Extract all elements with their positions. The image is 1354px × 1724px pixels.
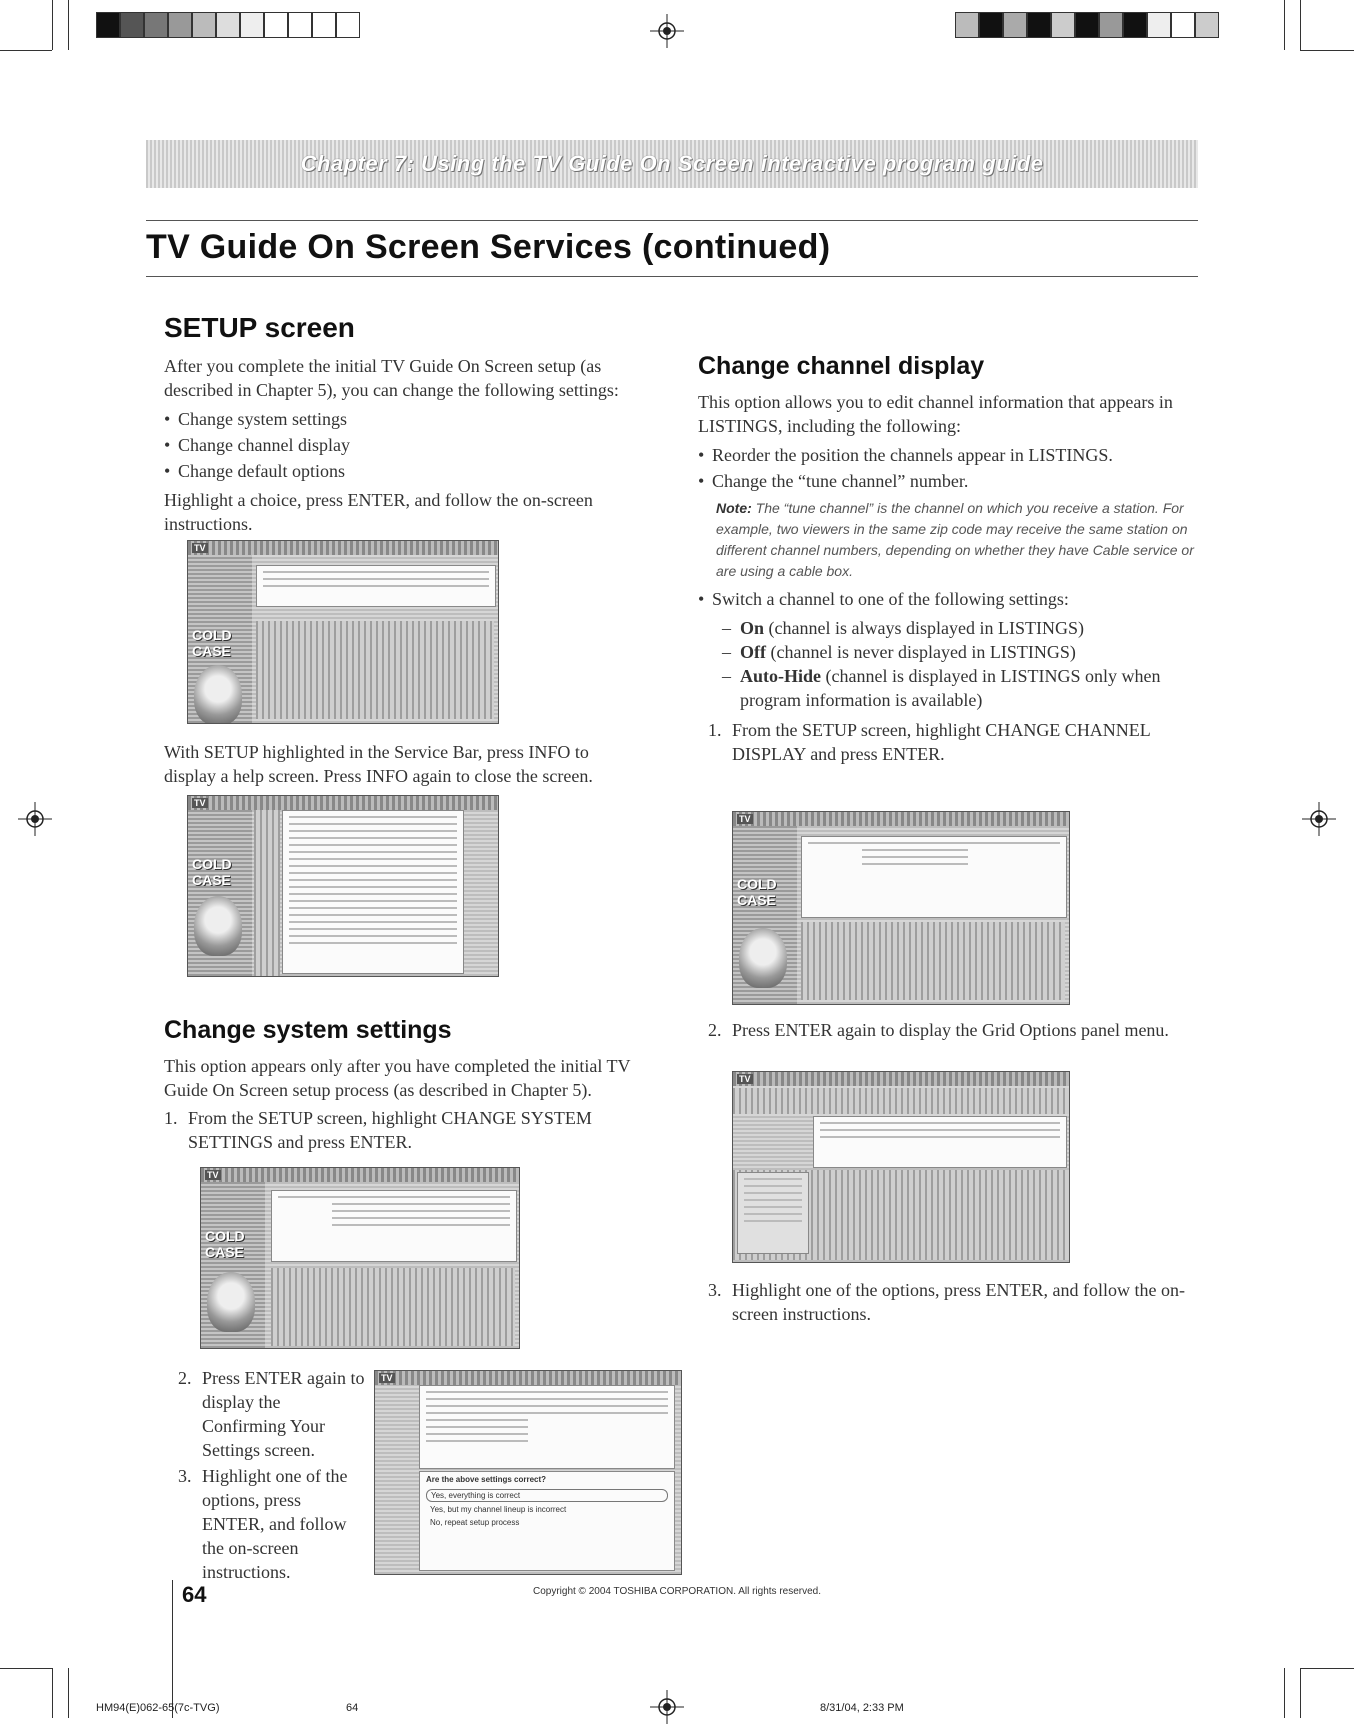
setting-on: – On (channel is always displayed in LISTINGS) [722,616,1198,640]
setting-auto-hide: – Auto-Hide (channel is displayed in LISTINGS only when program information is available) [722,664,1198,712]
slug-date: 8/31/04, 2:33 PM [820,1702,904,1714]
setting-off: – Off (channel is never displayed in LISTINGS) [722,640,1198,664]
tune-channel-note: Note: The “tune channel” is the channel on which you receive a station. For example, two viewers in the same zip code may receive the same station on different channel numbers, depending on whether they have Cable service or are using a cable box. [716,500,1194,579]
actor-image [207,1272,255,1332]
confirm-question: Are the above settings correct? [426,1475,547,1484]
list-item: 1. From the SETUP screen, highlight CHANGE SYSTEM SETTINGS and press ENTER. [164,1108,592,1152]
setup-heading: SETUP screen [164,312,355,343]
change-channel-display-screenshot [732,811,1070,1005]
actor-image [194,665,242,724]
list-item: • Reorder the position the channels appear in LISTINGS. [698,442,1198,468]
actor-image [194,896,242,956]
grid-options-screenshot [732,1071,1070,1263]
title-rule-bottom [146,276,1198,277]
tv-guide-logo: TV [739,1074,751,1084]
cold-case-text: COLD CASE [737,876,777,908]
channel-settings-list [698,616,1198,712]
registration-mark-icon [650,1690,684,1724]
slug-file: HM94(E)062-65(7c-TVG) [96,1702,220,1714]
chapter-banner [146,140,1198,188]
ccd-steps-continued [708,1018,1198,1042]
ccd-intro: This option allows you to edit channel information that appears in LISTINGS, including the following: [698,392,1173,436]
registration-mark-icon [650,14,684,48]
ccd-steps-final [708,1278,1198,1326]
tv-guide-logo: TV [381,1373,393,1383]
cold-case-text: COLD CASE [205,1228,245,1260]
ccd-step-2 [708,1018,1198,1042]
list-item: • Change the “tune channel” number. [698,468,1198,494]
css-steps-2-3 [178,1366,366,1584]
list-item: • Change channel display [164,432,644,458]
change-system-settings-section [164,1054,654,1154]
cold-case-text: COLD CASE [192,856,232,888]
actor-image [739,928,787,988]
list-item: • Change system settings [164,406,644,432]
list-item: 2. Press ENTER again to display the Confirming Your Settings screen. [178,1368,365,1460]
setup-section [164,354,644,536]
setup-screen-screenshot [187,540,499,724]
css-intro: This option appears only after you have completed the initial TV Guide On Screen setup process (as described in Chapter 5). [164,1056,631,1100]
setup-intro: After you complete the initial TV Guide On Screen setup (as described in Chapter 5), you can change the following settings: [164,356,619,400]
setup-info-text: With SETUP highlighted in the Service Bar, press INFO to display a help screen. Press INFO again to close the screen. [164,742,593,786]
color-calibration-bar-left [96,12,360,38]
list-item: • Change default options [164,458,644,484]
confirm-option-2[interactable]: Yes, but my channel lineup is incorrect [430,1505,567,1514]
switch-bullet-list [698,586,1198,612]
registration-mark-icon [1302,802,1336,836]
change-system-settings-heading: Change system settings [164,1016,452,1044]
tv-guide-logo: TV [194,543,206,553]
css-steps [164,1106,654,1154]
change-channel-display-section [698,390,1198,766]
copyright: Copyright © 2004 TOSHIBA CORPORATION. All rights reserved. [532,1586,822,1597]
setup-bullets [164,406,644,484]
tv-guide-logo: TV [194,798,206,808]
color-calibration-bar-right [955,12,1219,38]
page-title: TV Guide On Screen Services (continued) [146,228,831,266]
cold-case-text: COLD CASE [192,627,232,659]
setup-help-screenshot [187,795,499,977]
ccd-step-3 [708,1278,1198,1326]
title-rule-top [146,220,1198,221]
list-item: 2. Press ENTER again to display the Grid Options panel menu. [708,1020,1169,1040]
tv-guide-logo: TV [207,1170,219,1180]
confirming-settings-screenshot [374,1370,682,1575]
change-system-settings-screenshot [200,1167,520,1349]
registration-mark-icon [18,802,52,836]
css-steps-continued [178,1366,366,1584]
change-channel-display-heading: Change channel display [698,352,985,380]
slug-page: 64 [346,1702,359,1714]
list-item: • Switch a channel to one of the following settings: [698,586,1198,612]
ccd-steps [698,718,1198,766]
confirm-option-3[interactable]: No, repeat setup process [430,1518,520,1527]
tv-guide-logo: TV [739,814,751,824]
list-item: 1. From the SETUP screen, highlight CHANGE CHANNEL DISPLAY and press ENTER. [708,720,1151,764]
setup-highlight-text: Highlight a choice, press ENTER, and follow the on-screen instructions. [164,490,593,534]
chapter-banner-text: Chapter 7: Using the TV Guide On Screen interactive program guide [300,151,1044,176]
confirm-option-1[interactable]: Yes, everything is correct [426,1489,668,1502]
list-item: 3. Highlight one of the options, press ENTER, and follow the on-screen instructions. [178,1466,348,1582]
ccd-bullets [698,442,1198,494]
page-number: 64 [182,1582,207,1607]
list-item: 3. Highlight one of the options, press ENTER, and follow the on-screen instructions. [708,1280,1185,1324]
